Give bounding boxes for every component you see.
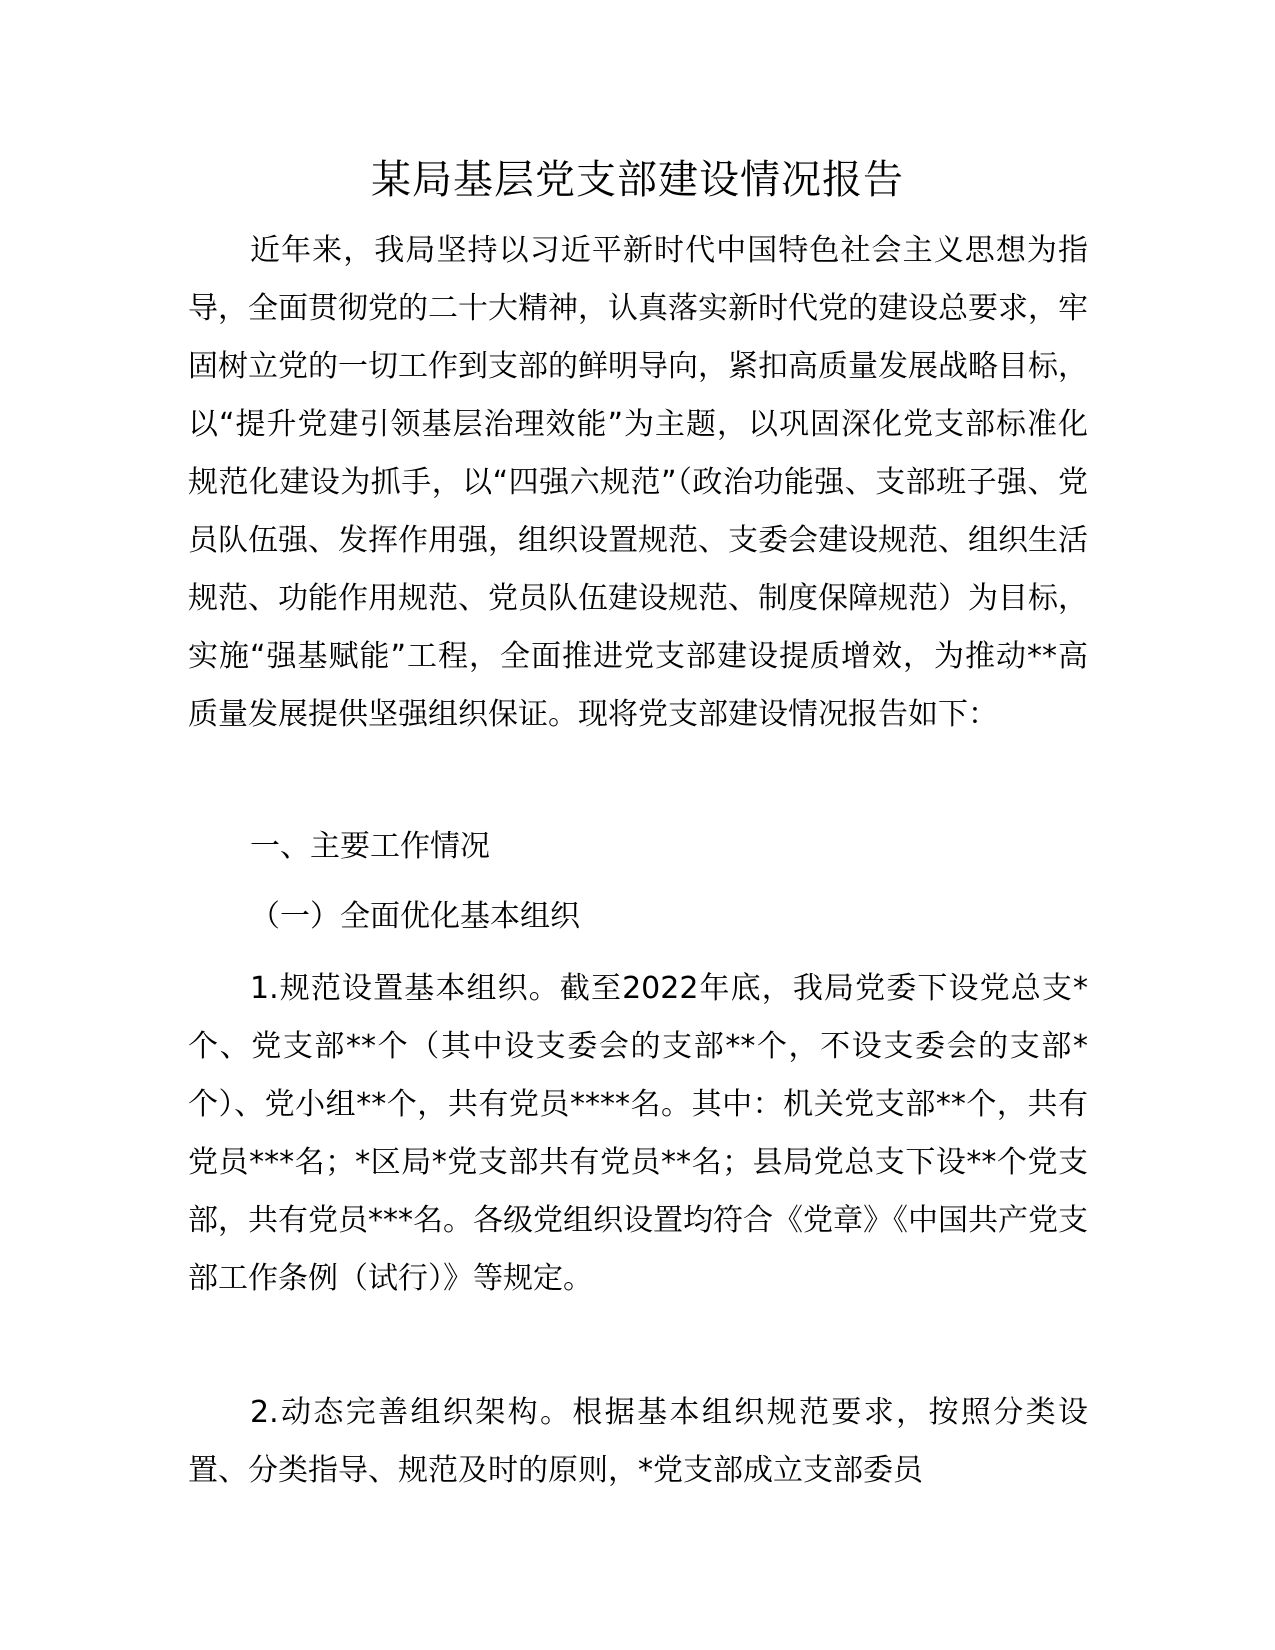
section-heading-block bbox=[188, 818, 1088, 876]
intro-block bbox=[188, 222, 1088, 744]
item2-block bbox=[188, 1384, 1088, 1500]
section-heading: 一、主要工作情况 bbox=[250, 829, 490, 864]
subsection-heading: （一）全面优化基本组织 bbox=[250, 899, 580, 934]
subsection-heading-block bbox=[188, 888, 1088, 946]
item1-paragraph: 1.规范设置基本组织。截至2022年底，我局党委下设党总支*个、党支部**个（其中设支委会的支部**个，不设支委会的支部*个）、党小组**个，共有党员****名。其中：机关党支部**个，共有党员***名；*区局*党支部共有党员**名；县局党总支下设**个党支部，共有党员***名。各级党组织设置均符合《党章》《中国共产党支部工作条例（试行）》等规定。 bbox=[188, 971, 1088, 1296]
intro-paragraph: 近年来，我局坚持以习近平新时代中国特色社会主义思想为指导，全面贯彻党的二十大精神，认真落实新时代党的建设总要求，牢固树立党的一切工作到支部的鲜明导向，紧扣高质量发展战略目标，以“提升党建引领基层治理效能”为主题，以巩固深化党支部标准化规范化建设为抓手，以“四强六规范”（政治功能强、支部班子强、党员队伍强、发挥作用强，组织设置规范、支委会建设规范、组织生活规范、功能作用规范、党员队伍建设规范、制度保障规范）为目标，实施“强基赋能”工程，全面推进党支部建设提质增效，为推动**高质量发展提供坚强组织保证。现将党支部建设情况报告如下： bbox=[188, 233, 1088, 732]
document-title: 某局基层党支部建设情况报告 bbox=[371, 157, 904, 203]
item1-block bbox=[188, 960, 1088, 1308]
item2-paragraph: 2.动态完善组织架构。根据基本组织规范要求，按照分类设置、分类指导、规范及时的原则，*党支部成立支部委员 bbox=[188, 1395, 1088, 1488]
